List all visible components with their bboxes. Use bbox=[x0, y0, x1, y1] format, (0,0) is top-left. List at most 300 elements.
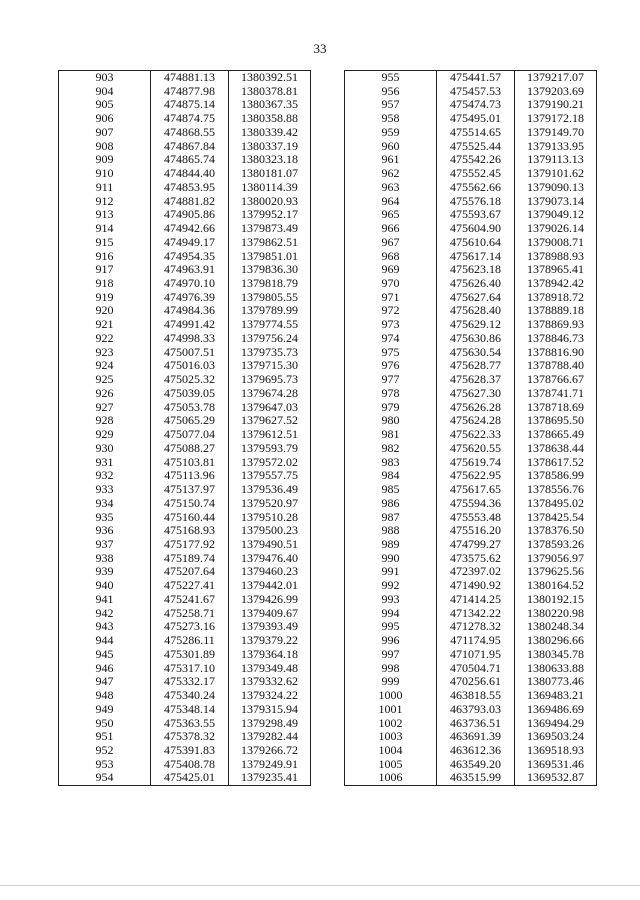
y-coordinate-cell: 1379805.55 bbox=[229, 291, 311, 305]
y-coordinate-cell: 1378988.93 bbox=[515, 250, 597, 264]
point-number-cell: 971 bbox=[345, 291, 437, 305]
x-coordinate-cell: 463515.99 bbox=[437, 771, 515, 785]
point-number-cell: 953 bbox=[59, 758, 151, 772]
y-coordinate-cell: 1378638.44 bbox=[515, 442, 597, 456]
point-number-cell: 932 bbox=[59, 469, 151, 483]
table-row bbox=[59, 717, 311, 731]
point-number-cell: 982 bbox=[345, 442, 437, 456]
y-coordinate-cell: 1379789.99 bbox=[229, 304, 311, 318]
point-number-cell: 905 bbox=[59, 98, 151, 112]
point-number-cell: 942 bbox=[59, 607, 151, 621]
x-coordinate-cell: 475624.28 bbox=[437, 414, 515, 428]
point-number-cell: 987 bbox=[345, 511, 437, 525]
y-coordinate-cell: 1380378.81 bbox=[229, 85, 311, 99]
point-number-cell: 940 bbox=[59, 579, 151, 593]
x-coordinate-cell: 475623.18 bbox=[437, 263, 515, 277]
point-number-cell: 923 bbox=[59, 346, 151, 360]
x-coordinate-cell: 475495.01 bbox=[437, 112, 515, 126]
table-row bbox=[59, 140, 311, 154]
table-row bbox=[345, 620, 597, 634]
table-row bbox=[59, 304, 311, 318]
x-coordinate-cell: 475622.33 bbox=[437, 428, 515, 442]
table-row bbox=[59, 167, 311, 181]
x-coordinate-cell: 475160.44 bbox=[151, 511, 229, 525]
y-coordinate-cell: 1379572.02 bbox=[229, 456, 311, 470]
x-coordinate-cell: 475594.36 bbox=[437, 497, 515, 511]
x-coordinate-cell: 474998.33 bbox=[151, 332, 229, 346]
point-number-cell: 984 bbox=[345, 469, 437, 483]
x-coordinate-cell: 474991.42 bbox=[151, 318, 229, 332]
coordinate-table-left bbox=[58, 70, 311, 786]
point-number-cell: 904 bbox=[59, 85, 151, 99]
y-coordinate-cell: 1378617.52 bbox=[515, 456, 597, 470]
x-coordinate-cell: 475363.55 bbox=[151, 717, 229, 731]
table-row bbox=[345, 744, 597, 758]
point-number-cell: 946 bbox=[59, 662, 151, 676]
x-coordinate-cell: 475273.16 bbox=[151, 620, 229, 634]
table-row bbox=[345, 648, 597, 662]
x-coordinate-cell: 475286.11 bbox=[151, 634, 229, 648]
x-coordinate-cell: 474942.66 bbox=[151, 222, 229, 236]
point-number-cell: 999 bbox=[345, 675, 437, 689]
y-coordinate-cell: 1369503.24 bbox=[515, 730, 597, 744]
table-row bbox=[59, 250, 311, 264]
y-coordinate-cell: 1378816.90 bbox=[515, 346, 597, 360]
x-coordinate-cell: 474984.36 bbox=[151, 304, 229, 318]
point-number-cell: 928 bbox=[59, 414, 151, 428]
table-row bbox=[345, 675, 597, 689]
x-coordinate-cell: 475604.90 bbox=[437, 222, 515, 236]
point-number-cell: 961 bbox=[345, 153, 437, 167]
y-coordinate-cell: 1379627.52 bbox=[229, 414, 311, 428]
point-number-cell: 994 bbox=[345, 607, 437, 621]
y-coordinate-cell: 1379190.21 bbox=[515, 98, 597, 112]
x-coordinate-cell: 475617.14 bbox=[437, 250, 515, 264]
point-number-cell: 908 bbox=[59, 140, 151, 154]
y-coordinate-cell: 1379324.22 bbox=[229, 689, 311, 703]
x-coordinate-cell: 475113.96 bbox=[151, 469, 229, 483]
point-number-cell: 975 bbox=[345, 346, 437, 360]
x-coordinate-cell: 475189.74 bbox=[151, 552, 229, 566]
x-coordinate-cell: 475137.97 bbox=[151, 483, 229, 497]
point-number-cell: 986 bbox=[345, 497, 437, 511]
table-row bbox=[59, 730, 311, 744]
x-coordinate-cell: 475025.32 bbox=[151, 373, 229, 387]
table-row bbox=[59, 648, 311, 662]
x-coordinate-cell: 463793.03 bbox=[437, 703, 515, 717]
y-coordinate-cell: 1379510.28 bbox=[229, 511, 311, 525]
point-number-cell: 970 bbox=[345, 277, 437, 291]
table-row bbox=[345, 85, 597, 99]
x-coordinate-cell: 475627.30 bbox=[437, 387, 515, 401]
table-row bbox=[59, 744, 311, 758]
table-row bbox=[345, 771, 597, 785]
x-coordinate-cell: 471071.95 bbox=[437, 648, 515, 662]
x-coordinate-cell: 475474.73 bbox=[437, 98, 515, 112]
table-row bbox=[345, 181, 597, 195]
y-coordinate-cell: 1378889.18 bbox=[515, 304, 597, 318]
y-coordinate-cell: 1378942.42 bbox=[515, 277, 597, 291]
table-row bbox=[59, 593, 311, 607]
point-number-cell: 980 bbox=[345, 414, 437, 428]
y-coordinate-cell: 1379476.40 bbox=[229, 552, 311, 566]
table-row bbox=[345, 236, 597, 250]
y-coordinate-cell: 1378695.50 bbox=[515, 414, 597, 428]
y-coordinate-cell: 1379756.24 bbox=[229, 332, 311, 346]
x-coordinate-cell: 475619.74 bbox=[437, 456, 515, 470]
x-coordinate-cell: 474877.98 bbox=[151, 85, 229, 99]
point-number-cell: 913 bbox=[59, 208, 151, 222]
point-number-cell: 919 bbox=[59, 291, 151, 305]
y-coordinate-cell: 1380633.88 bbox=[515, 662, 597, 676]
y-coordinate-cell: 1380358.88 bbox=[229, 112, 311, 126]
point-number-cell: 967 bbox=[345, 236, 437, 250]
table-row bbox=[345, 263, 597, 277]
x-coordinate-cell: 475626.28 bbox=[437, 401, 515, 415]
table-row bbox=[59, 607, 311, 621]
y-coordinate-cell: 1379282.44 bbox=[229, 730, 311, 744]
table-row bbox=[59, 442, 311, 456]
point-number-cell: 998 bbox=[345, 662, 437, 676]
x-coordinate-cell: 474874.75 bbox=[151, 112, 229, 126]
x-coordinate-cell: 463691.39 bbox=[437, 730, 515, 744]
y-coordinate-cell: 1378766.67 bbox=[515, 373, 597, 387]
table-row bbox=[59, 85, 311, 99]
y-coordinate-cell: 1378495.02 bbox=[515, 497, 597, 511]
point-number-cell: 960 bbox=[345, 140, 437, 154]
table-row bbox=[59, 387, 311, 401]
point-number-cell: 937 bbox=[59, 538, 151, 552]
x-coordinate-cell: 475241.67 bbox=[151, 593, 229, 607]
point-number-cell: 995 bbox=[345, 620, 437, 634]
x-coordinate-cell: 475630.86 bbox=[437, 332, 515, 346]
x-coordinate-cell: 463818.55 bbox=[437, 689, 515, 703]
point-number-cell: 951 bbox=[59, 730, 151, 744]
x-coordinate-cell: 474963.91 bbox=[151, 263, 229, 277]
y-coordinate-cell: 1379379.22 bbox=[229, 634, 311, 648]
point-number-cell: 978 bbox=[345, 387, 437, 401]
y-coordinate-cell: 1379172.18 bbox=[515, 112, 597, 126]
x-coordinate-cell: 475542.26 bbox=[437, 153, 515, 167]
table-row bbox=[345, 71, 597, 85]
y-coordinate-cell: 1378425.54 bbox=[515, 511, 597, 525]
point-number-cell: 931 bbox=[59, 456, 151, 470]
table-row bbox=[345, 703, 597, 717]
y-coordinate-cell: 1379149.70 bbox=[515, 126, 597, 140]
x-coordinate-cell: 471414.25 bbox=[437, 593, 515, 607]
point-number-cell: 992 bbox=[345, 579, 437, 593]
table-row bbox=[59, 538, 311, 552]
table-row bbox=[345, 98, 597, 112]
table-row bbox=[59, 497, 311, 511]
y-coordinate-cell: 1380345.78 bbox=[515, 648, 597, 662]
y-coordinate-cell: 1379026.14 bbox=[515, 222, 597, 236]
y-coordinate-cell: 1380392.51 bbox=[229, 71, 311, 85]
x-coordinate-cell: 473575.62 bbox=[437, 552, 515, 566]
table-row bbox=[345, 291, 597, 305]
x-coordinate-cell: 475150.74 bbox=[151, 497, 229, 511]
point-number-cell: 906 bbox=[59, 112, 151, 126]
table-row bbox=[345, 511, 597, 525]
table-row bbox=[345, 222, 597, 236]
table-row bbox=[345, 469, 597, 483]
point-number-cell: 959 bbox=[345, 126, 437, 140]
x-coordinate-cell: 475408.78 bbox=[151, 758, 229, 772]
x-coordinate-cell: 475516.20 bbox=[437, 524, 515, 538]
point-number-cell: 1003 bbox=[345, 730, 437, 744]
x-coordinate-cell: 471278.32 bbox=[437, 620, 515, 634]
y-coordinate-cell: 1379674.28 bbox=[229, 387, 311, 401]
point-number-cell: 922 bbox=[59, 332, 151, 346]
table-row bbox=[59, 620, 311, 634]
table-row bbox=[345, 140, 597, 154]
point-number-cell: 968 bbox=[345, 250, 437, 264]
x-coordinate-cell: 475016.03 bbox=[151, 359, 229, 373]
point-number-cell: 1005 bbox=[345, 758, 437, 772]
table-row bbox=[345, 195, 597, 209]
table-row bbox=[345, 565, 597, 579]
y-coordinate-cell: 1379049.12 bbox=[515, 208, 597, 222]
table-row bbox=[59, 112, 311, 126]
y-coordinate-cell: 1380114.39 bbox=[229, 181, 311, 195]
point-number-cell: 963 bbox=[345, 181, 437, 195]
x-coordinate-cell: 474905.86 bbox=[151, 208, 229, 222]
y-coordinate-cell: 1379625.56 bbox=[515, 565, 597, 579]
y-coordinate-cell: 1379442.01 bbox=[229, 579, 311, 593]
x-coordinate-cell: 475629.12 bbox=[437, 318, 515, 332]
y-coordinate-cell: 1379735.73 bbox=[229, 346, 311, 360]
point-number-cell: 910 bbox=[59, 167, 151, 181]
table-row bbox=[345, 593, 597, 607]
y-coordinate-cell: 1379249.91 bbox=[229, 758, 311, 772]
y-coordinate-cell: 1378586.99 bbox=[515, 469, 597, 483]
y-coordinate-cell: 1369532.87 bbox=[515, 771, 597, 785]
x-coordinate-cell: 475626.40 bbox=[437, 277, 515, 291]
point-number-cell: 917 bbox=[59, 263, 151, 277]
x-coordinate-cell: 475227.41 bbox=[151, 579, 229, 593]
x-coordinate-cell: 475007.51 bbox=[151, 346, 229, 360]
point-number-cell: 926 bbox=[59, 387, 151, 401]
point-number-cell: 950 bbox=[59, 717, 151, 731]
point-number-cell: 983 bbox=[345, 456, 437, 470]
point-number-cell: 903 bbox=[59, 71, 151, 85]
point-number-cell: 930 bbox=[59, 442, 151, 456]
y-coordinate-cell: 1378741.71 bbox=[515, 387, 597, 401]
point-number-cell: 934 bbox=[59, 497, 151, 511]
table-row bbox=[59, 277, 311, 291]
y-coordinate-cell: 1378376.50 bbox=[515, 524, 597, 538]
table-row bbox=[59, 153, 311, 167]
table-row bbox=[345, 387, 597, 401]
point-number-cell: 944 bbox=[59, 634, 151, 648]
point-number-cell: 947 bbox=[59, 675, 151, 689]
x-coordinate-cell: 475425.01 bbox=[151, 771, 229, 785]
x-coordinate-cell: 475627.64 bbox=[437, 291, 515, 305]
x-coordinate-cell: 474865.74 bbox=[151, 153, 229, 167]
y-coordinate-cell: 1379266.72 bbox=[229, 744, 311, 758]
y-coordinate-cell: 1380220.98 bbox=[515, 607, 597, 621]
x-coordinate-cell: 475553.48 bbox=[437, 511, 515, 525]
y-coordinate-cell: 1379557.75 bbox=[229, 469, 311, 483]
y-coordinate-cell: 1380323.18 bbox=[229, 153, 311, 167]
table-row bbox=[59, 208, 311, 222]
point-number-cell: 925 bbox=[59, 373, 151, 387]
y-coordinate-cell: 1379851.01 bbox=[229, 250, 311, 264]
x-coordinate-cell: 474875.14 bbox=[151, 98, 229, 112]
point-number-cell: 939 bbox=[59, 565, 151, 579]
table-row bbox=[59, 401, 311, 415]
table-row bbox=[59, 414, 311, 428]
y-coordinate-cell: 1379715.30 bbox=[229, 359, 311, 373]
point-number-cell: 948 bbox=[59, 689, 151, 703]
table-row bbox=[59, 565, 311, 579]
point-number-cell: 936 bbox=[59, 524, 151, 538]
y-coordinate-cell: 1379774.55 bbox=[229, 318, 311, 332]
table-row bbox=[59, 181, 311, 195]
x-coordinate-cell: 474881.82 bbox=[151, 195, 229, 209]
x-coordinate-cell: 475301.89 bbox=[151, 648, 229, 662]
y-coordinate-cell: 1379836.30 bbox=[229, 263, 311, 277]
table-row bbox=[345, 401, 597, 415]
y-coordinate-cell: 1379217.07 bbox=[515, 71, 597, 85]
y-coordinate-cell: 1380773.46 bbox=[515, 675, 597, 689]
x-coordinate-cell: 475378.32 bbox=[151, 730, 229, 744]
table-row bbox=[345, 552, 597, 566]
y-coordinate-cell: 1379101.62 bbox=[515, 167, 597, 181]
y-coordinate-cell: 1369518.93 bbox=[515, 744, 597, 758]
y-coordinate-cell: 1380181.07 bbox=[229, 167, 311, 181]
y-coordinate-cell: 1379873.49 bbox=[229, 222, 311, 236]
y-coordinate-cell: 1379862.51 bbox=[229, 236, 311, 250]
x-coordinate-cell: 475077.04 bbox=[151, 428, 229, 442]
y-coordinate-cell: 1378718.69 bbox=[515, 401, 597, 415]
point-number-cell: 909 bbox=[59, 153, 151, 167]
y-coordinate-cell: 1378918.72 bbox=[515, 291, 597, 305]
table-row bbox=[59, 552, 311, 566]
x-coordinate-cell: 475088.27 bbox=[151, 442, 229, 456]
x-coordinate-cell: 475593.67 bbox=[437, 208, 515, 222]
table-row bbox=[59, 675, 311, 689]
x-coordinate-cell: 475628.40 bbox=[437, 304, 515, 318]
point-number-cell: 977 bbox=[345, 373, 437, 387]
point-number-cell: 907 bbox=[59, 126, 151, 140]
table-row bbox=[345, 346, 597, 360]
point-number-cell: 1002 bbox=[345, 717, 437, 731]
coordinate-table-right bbox=[344, 70, 597, 786]
point-number-cell: 911 bbox=[59, 181, 151, 195]
y-coordinate-cell: 1379349.48 bbox=[229, 662, 311, 676]
point-number-cell: 957 bbox=[345, 98, 437, 112]
table-row bbox=[345, 662, 597, 676]
y-coordinate-cell: 1378846.73 bbox=[515, 332, 597, 346]
point-number-cell: 958 bbox=[345, 112, 437, 126]
y-coordinate-cell: 1379298.49 bbox=[229, 717, 311, 731]
y-coordinate-cell: 1379695.73 bbox=[229, 373, 311, 387]
point-number-cell: 976 bbox=[345, 359, 437, 373]
x-coordinate-cell: 474954.35 bbox=[151, 250, 229, 264]
y-coordinate-cell: 1379113.13 bbox=[515, 153, 597, 167]
x-coordinate-cell: 472397.02 bbox=[437, 565, 515, 579]
point-number-cell: 1006 bbox=[345, 771, 437, 785]
x-coordinate-cell: 471342.22 bbox=[437, 607, 515, 621]
y-coordinate-cell: 1379426.99 bbox=[229, 593, 311, 607]
point-number-cell: 915 bbox=[59, 236, 151, 250]
y-coordinate-cell: 1380296.66 bbox=[515, 634, 597, 648]
table-row bbox=[345, 442, 597, 456]
point-number-cell: 981 bbox=[345, 428, 437, 442]
table-row bbox=[59, 332, 311, 346]
x-coordinate-cell: 470256.61 bbox=[437, 675, 515, 689]
x-coordinate-cell: 474867.84 bbox=[151, 140, 229, 154]
y-coordinate-cell: 1379952.17 bbox=[229, 208, 311, 222]
table-row bbox=[59, 483, 311, 497]
x-coordinate-cell: 471490.92 bbox=[437, 579, 515, 593]
y-coordinate-cell: 1379332.62 bbox=[229, 675, 311, 689]
table-row bbox=[345, 538, 597, 552]
x-coordinate-cell: 474853.95 bbox=[151, 181, 229, 195]
x-coordinate-cell: 475514.65 bbox=[437, 126, 515, 140]
table-row bbox=[345, 689, 597, 703]
table-row bbox=[59, 318, 311, 332]
y-coordinate-cell: 1378965.41 bbox=[515, 263, 597, 277]
table-row bbox=[345, 758, 597, 772]
table-row bbox=[59, 662, 311, 676]
point-number-cell: 1000 bbox=[345, 689, 437, 703]
point-number-cell: 955 bbox=[345, 71, 437, 85]
y-coordinate-cell: 1378869.93 bbox=[515, 318, 597, 332]
point-number-cell: 1004 bbox=[345, 744, 437, 758]
table-row bbox=[345, 208, 597, 222]
table-row bbox=[59, 469, 311, 483]
point-number-cell: 1001 bbox=[345, 703, 437, 717]
table-row bbox=[59, 291, 311, 305]
point-number-cell: 993 bbox=[345, 593, 437, 607]
table-row bbox=[59, 98, 311, 112]
x-coordinate-cell: 475053.78 bbox=[151, 401, 229, 415]
x-coordinate-cell: 474868.55 bbox=[151, 126, 229, 140]
point-number-cell: 943 bbox=[59, 620, 151, 634]
x-coordinate-cell: 475207.64 bbox=[151, 565, 229, 579]
page-bottom-divider bbox=[0, 885, 640, 886]
table-row bbox=[59, 263, 311, 277]
y-coordinate-cell: 1379315.94 bbox=[229, 703, 311, 717]
table-row bbox=[59, 456, 311, 470]
x-coordinate-cell: 475457.53 bbox=[437, 85, 515, 99]
point-number-cell: 921 bbox=[59, 318, 151, 332]
y-coordinate-cell: 1380339.42 bbox=[229, 126, 311, 140]
x-coordinate-cell: 475391.83 bbox=[151, 744, 229, 758]
table-row bbox=[345, 250, 597, 264]
x-coordinate-cell: 475622.95 bbox=[437, 469, 515, 483]
table-row bbox=[345, 112, 597, 126]
table-row bbox=[345, 634, 597, 648]
point-number-cell: 972 bbox=[345, 304, 437, 318]
y-coordinate-cell: 1379409.67 bbox=[229, 607, 311, 621]
table-row bbox=[345, 332, 597, 346]
x-coordinate-cell: 475617.65 bbox=[437, 483, 515, 497]
y-coordinate-cell: 1379460.23 bbox=[229, 565, 311, 579]
point-number-cell: 997 bbox=[345, 648, 437, 662]
point-number-cell: 920 bbox=[59, 304, 151, 318]
y-coordinate-cell: 1378556.76 bbox=[515, 483, 597, 497]
point-number-cell: 945 bbox=[59, 648, 151, 662]
point-number-cell: 941 bbox=[59, 593, 151, 607]
table-row bbox=[345, 730, 597, 744]
x-coordinate-cell: 470504.71 bbox=[437, 662, 515, 676]
table-row bbox=[59, 634, 311, 648]
x-coordinate-cell: 475258.71 bbox=[151, 607, 229, 621]
x-coordinate-cell: 475103.81 bbox=[151, 456, 229, 470]
